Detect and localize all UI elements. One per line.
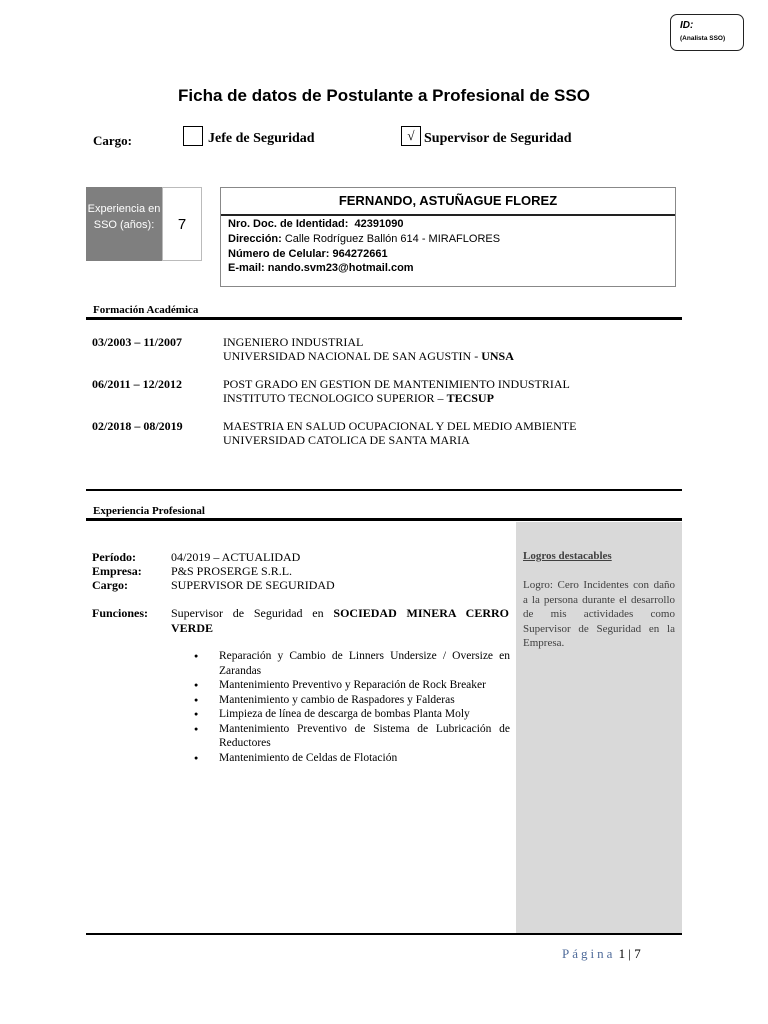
id-sublabel: (Analista SSO) (680, 35, 726, 42)
address-line (228, 233, 500, 245)
page-separator: | (625, 946, 635, 961)
logros-text: Logro: Cero Incidentes con daño a la persona durante el desarrollo de mis actividades como Supervisor de Seguridad en la Empresa. (523, 579, 675, 649)
page-number: 1 (618, 946, 626, 961)
person-card (220, 187, 676, 287)
section-divider (86, 317, 682, 320)
section-divider (86, 518, 682, 521)
formacion-dates: 06/2011 – 12/2012 (92, 377, 183, 391)
id-box (670, 14, 744, 51)
list-item: ● Reparación y Cambio de Linners Undersize / Oversize en Zarandas (192, 649, 510, 678)
list-item: ● Mantenimiento Preventivo de Sistema de Lubricación de Reductores (192, 722, 510, 751)
list-item: ● Mantenimiento y cambio de Raspadores y Falderas (192, 693, 510, 708)
email-label: E-mail: (228, 262, 265, 274)
address-value: Calle Rodríguez Ballón 614 - MIRAFLORES (284, 233, 501, 245)
pagina-label: Página (562, 946, 616, 961)
person-name: FERNANDO, ASTUÑAGUE FLOREZ (221, 188, 675, 216)
formacion-institution: UNIVERSIDAD CATOLICA DE SANTA MARIA (223, 433, 470, 447)
formacion-degree: INGENIERO INDUSTRIAL (223, 335, 364, 349)
list-item: ● Mantenimiento de Celdas de Flotación (192, 751, 510, 766)
formacion-title: Formación Académica (93, 304, 199, 316)
formacion-institution: UNIVERSIDAD NACIONAL DE SAN AGUSTIN - UNSA (223, 349, 514, 363)
empresa-label: Empresa: (92, 564, 142, 578)
list-item: ● Mantenimiento Preventivo y Reparación de Rock Breaker (192, 678, 510, 693)
email-value[interactable]: nando.svm23@hotmail.com (267, 262, 414, 274)
email-line (228, 262, 414, 274)
checkbox-supervisor-de-seguridad[interactable]: √ (401, 126, 421, 146)
checkbox-label-supervisor: Supervisor de Seguridad (424, 131, 572, 146)
cargo-exp-value: SUPERVISOR DE SEGURIDAD (171, 578, 335, 592)
page-footer (562, 946, 641, 962)
formacion-dates: 02/2018 – 08/2019 (92, 419, 183, 433)
page-title: Ficha de datos de Postulante a Profesional de SSO (178, 86, 590, 105)
periodo-label: Período: (92, 550, 136, 564)
formacion-institution: INSTITUTO TECNOLOGICO SUPERIOR – TECSUP (223, 391, 494, 405)
section-divider (86, 489, 682, 491)
periodo-value: 04/2019 – ACTUALIDAD (171, 550, 301, 564)
funciones-text: Supervisor de Seguridad en SOCIEDAD MINERA CERRO VERDE (171, 606, 509, 635)
cargo-label: Cargo: (93, 133, 132, 148)
formacion-degree: MAESTRIA EN SALUD OCUPACIONAL Y DEL MEDIO AMBIENTE (223, 419, 577, 433)
cargo-exp-label: Cargo: (92, 578, 128, 592)
doc-id-label: Nro. Doc. de Identidad: (228, 218, 349, 230)
phone-label: Número de Celular: (228, 248, 330, 260)
formacion-dates: 03/2003 – 11/2007 (92, 335, 183, 349)
formacion-degree: POST GRADO EN GESTION DE MANTENIMIENTO INDUSTRIAL (223, 377, 570, 391)
page-total: 7 (634, 946, 641, 961)
address-label: Dirección: (228, 233, 282, 245)
phone-value: 964272661 (332, 248, 388, 260)
checkbox-jefe-de-seguridad[interactable] (183, 126, 203, 146)
logros-title: Logros destacables (523, 550, 612, 562)
doc-id-value: 42391090 (354, 218, 404, 230)
doc-id-line (228, 218, 403, 230)
experience-years: 7 (162, 187, 202, 261)
list-item: ● Limpieza de línea de descarga de bombas Planta Moly (192, 707, 510, 722)
experience-label: Experiencia en SSO (años): (86, 187, 162, 261)
checkbox-label-jefe: Jefe de Seguridad (208, 131, 315, 146)
empresa-value: P&S PROSERGE S.R.L. (171, 564, 293, 578)
phone-line (228, 248, 388, 260)
funciones-list (192, 649, 510, 765)
id-label: ID: (680, 20, 694, 31)
logros-panel (516, 522, 682, 934)
funciones-label: Funciones: (92, 606, 149, 620)
experiencia-title: Experiencia Profesional (93, 505, 205, 517)
section-divider (86, 933, 682, 935)
